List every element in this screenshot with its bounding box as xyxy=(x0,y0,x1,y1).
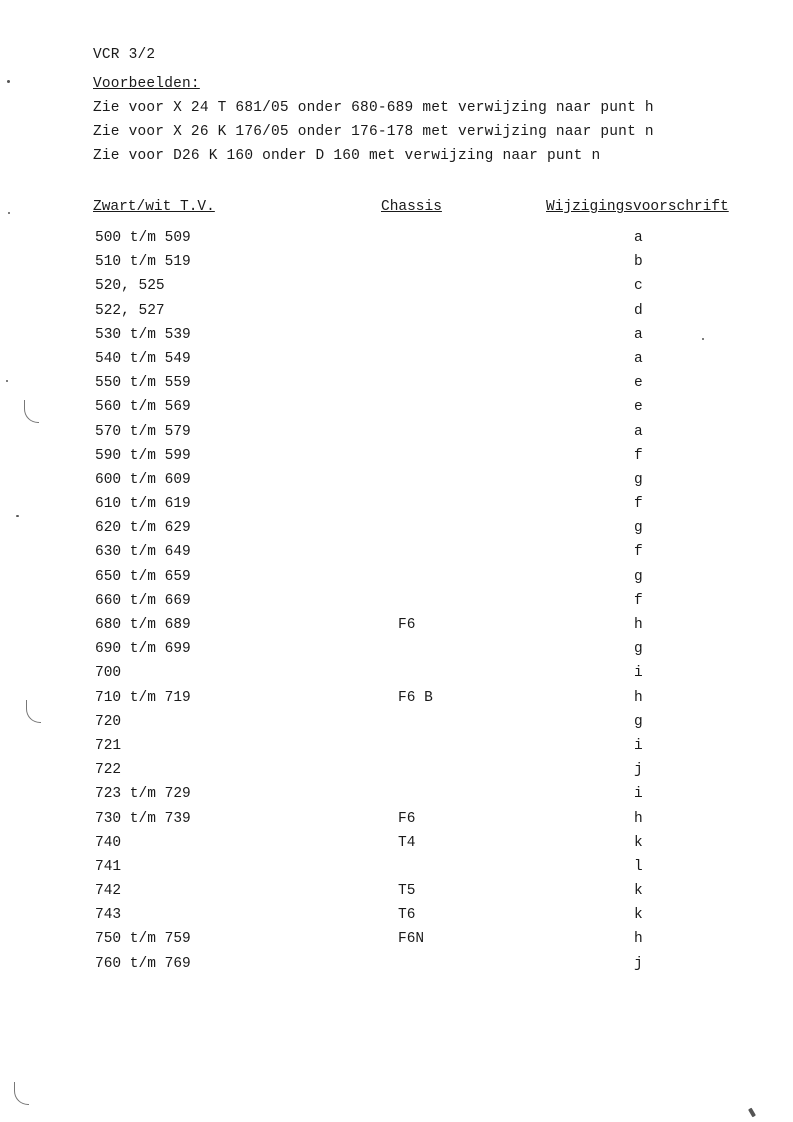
table-row xyxy=(0,375,793,399)
table-row xyxy=(0,811,793,835)
scan-speck xyxy=(702,338,704,340)
model-cell: 750 t/m 759 xyxy=(95,931,191,948)
example-line: Zie voor D26 K 160 onder D 160 met verwijzing naar punt n xyxy=(93,148,601,164)
examples-heading: Voorbeelden: xyxy=(93,76,200,92)
model-cell: 741 xyxy=(95,858,122,875)
model-cell: 742 xyxy=(95,883,122,900)
chassis-cell: F6 B xyxy=(398,689,433,706)
table-row xyxy=(0,907,793,931)
model-cell: 630 t/m 649 xyxy=(95,544,191,561)
model-cell: 710 t/m 719 xyxy=(95,689,191,706)
wijziging-cell: d xyxy=(634,302,643,319)
table-row xyxy=(0,544,793,568)
wijziging-cell: f xyxy=(634,592,643,609)
model-cell: 660 t/m 669 xyxy=(95,592,191,609)
wijziging-cell: i xyxy=(634,665,643,682)
wijziging-cell: g xyxy=(634,471,643,488)
wijziging-cell: l xyxy=(634,858,643,875)
wijziging-cell: a xyxy=(634,350,643,367)
model-cell: 550 t/m 559 xyxy=(95,375,191,392)
table-row xyxy=(0,738,793,762)
wijziging-cell: g xyxy=(634,520,643,537)
wijziging-cell: e xyxy=(634,399,643,416)
example-line: Zie voor X 24 T 681/05 onder 680-689 met verwijzing naar punt h xyxy=(93,100,654,116)
model-cell: 740 xyxy=(95,834,122,851)
model-cell: 520, 525 xyxy=(95,278,165,295)
table-row xyxy=(0,327,793,351)
table-row xyxy=(0,617,793,641)
model-cell: 650 t/m 659 xyxy=(95,568,191,585)
document-reference: VCR 3/2 xyxy=(93,47,156,63)
table-row xyxy=(0,835,793,859)
model-cell: 610 t/m 619 xyxy=(95,496,191,513)
model-cell: 760 t/m 769 xyxy=(95,955,191,972)
wijziging-cell: a xyxy=(634,423,643,440)
chassis-cell: T6 xyxy=(398,907,416,924)
wijziging-cell: g xyxy=(634,713,643,730)
model-cell: 700 xyxy=(95,665,122,682)
table-row xyxy=(0,786,793,810)
model-cell: 720 xyxy=(95,713,122,730)
model-cell: 721 xyxy=(95,737,122,754)
wijziging-cell: h xyxy=(634,931,643,948)
model-cell: 680 t/m 689 xyxy=(95,617,191,633)
table-row xyxy=(0,762,793,786)
wijziging-cell: f xyxy=(634,447,643,464)
model-cell: 540 t/m 549 xyxy=(95,350,191,367)
table-row xyxy=(0,424,793,448)
column-header-model: Zwart/wit T.V. xyxy=(93,199,215,215)
model-cell: 522, 527 xyxy=(95,302,165,319)
table-row xyxy=(0,230,793,254)
model-cell: 560 t/m 569 xyxy=(95,399,191,416)
model-cell: 590 t/m 599 xyxy=(95,447,191,464)
wijziging-cell: k xyxy=(634,883,643,900)
wijziging-cell: j xyxy=(634,955,643,972)
table-row xyxy=(0,883,793,907)
scan-speck xyxy=(7,80,10,83)
table-row xyxy=(0,399,793,423)
model-table xyxy=(0,230,793,980)
wijziging-cell: i xyxy=(634,737,643,754)
model-cell: 690 t/m 699 xyxy=(95,641,191,658)
wijziging-cell: j xyxy=(634,762,643,779)
chassis-cell: T5 xyxy=(398,883,416,900)
model-cell: 570 t/m 579 xyxy=(95,423,191,440)
wijziging-cell: f xyxy=(634,496,643,513)
wijziging-cell: i xyxy=(634,786,643,803)
model-cell: 743 xyxy=(95,907,122,924)
model-cell: 600 t/m 609 xyxy=(95,471,191,488)
model-cell: 500 t/m 509 xyxy=(95,230,191,246)
chassis-cell: F6 xyxy=(398,810,416,827)
table-row xyxy=(0,520,793,544)
wijziging-cell: k xyxy=(634,834,643,851)
wijziging-cell: a xyxy=(634,230,643,246)
model-cell: 723 t/m 729 xyxy=(95,786,191,803)
column-header-wijziging: Wijzigingsvoorschrift xyxy=(546,199,729,215)
model-cell: 722 xyxy=(95,762,122,779)
wijziging-cell: c xyxy=(634,278,643,295)
table-row xyxy=(0,641,793,665)
column-header-chassis: Chassis xyxy=(381,199,442,215)
table-row xyxy=(0,448,793,472)
wijziging-cell: k xyxy=(634,907,643,924)
table-row xyxy=(0,665,793,689)
example-line: Zie voor X 26 K 176/05 onder 176-178 met verwijzing naar punt n xyxy=(93,124,654,140)
wijziging-cell: g xyxy=(634,568,643,585)
chassis-cell: F6N xyxy=(398,931,425,948)
model-cell: 530 t/m 539 xyxy=(95,326,191,343)
punch-hole-mark xyxy=(14,1082,29,1105)
wijziging-cell: h xyxy=(634,689,643,706)
table-row xyxy=(0,859,793,883)
wijziging-cell: e xyxy=(634,375,643,392)
table-row xyxy=(0,931,793,955)
wijziging-cell: f xyxy=(634,544,643,561)
table-row xyxy=(0,956,793,980)
table-row xyxy=(0,278,793,302)
model-cell: 620 t/m 629 xyxy=(95,520,191,537)
table-row xyxy=(0,569,793,593)
chassis-cell: F6 xyxy=(398,617,416,633)
table-row xyxy=(0,254,793,278)
table-row xyxy=(0,496,793,520)
wijziging-cell: h xyxy=(634,617,643,633)
table-row xyxy=(0,303,793,327)
table-row xyxy=(0,714,793,738)
wijziging-cell: g xyxy=(634,641,643,658)
wijziging-cell: a xyxy=(634,326,643,343)
wijziging-cell: b xyxy=(634,254,643,271)
table-row xyxy=(0,593,793,617)
table-row xyxy=(0,472,793,496)
scan-speck xyxy=(748,1108,756,1118)
model-cell: 510 t/m 519 xyxy=(95,254,191,271)
table-row xyxy=(0,690,793,714)
scan-speck xyxy=(8,212,10,214)
scan-speck xyxy=(6,380,8,382)
table-row xyxy=(0,351,793,375)
wijziging-cell: h xyxy=(634,810,643,827)
model-cell: 730 t/m 739 xyxy=(95,810,191,827)
scan-speck xyxy=(16,515,19,517)
chassis-cell: T4 xyxy=(398,834,416,851)
